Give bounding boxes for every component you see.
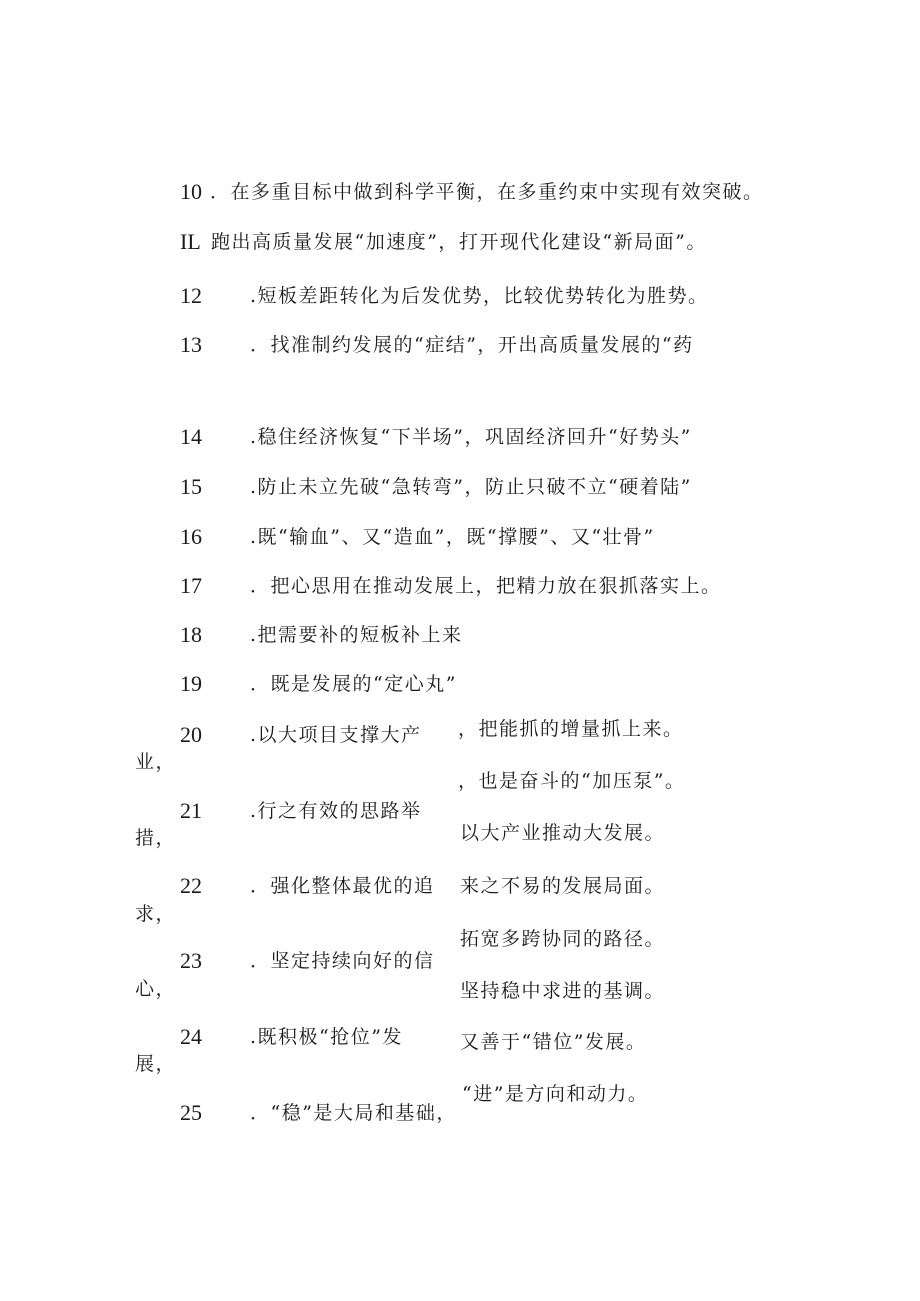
wrapped-fragment: 展， bbox=[135, 1053, 177, 1075]
item-number: IL bbox=[180, 229, 201, 254]
item-number: 10 bbox=[180, 179, 202, 204]
right-column-text: “进”是方向和动力。 bbox=[462, 1083, 649, 1105]
item-number: 22 bbox=[180, 873, 202, 898]
item-text: ．“稳”是大局和基础， bbox=[250, 1102, 457, 1124]
item-text: .稳住经济恢复“下半场”，巩固经济回升“好势头” bbox=[250, 426, 692, 448]
wrapped-fragment: 措， bbox=[135, 827, 177, 849]
item-text: .把需要补的短板补上来 bbox=[250, 624, 463, 646]
right-column-text: 坚持稳中求进的基调。 bbox=[460, 980, 666, 1002]
item-text: ．坚定持续向好的信 bbox=[250, 950, 435, 972]
item-text: .以大项目支撑大产 bbox=[250, 724, 422, 746]
item-number: 12 bbox=[180, 283, 202, 308]
item-number: 20 bbox=[180, 722, 202, 747]
item-text: .既积极“抢位”发 bbox=[250, 1026, 403, 1048]
right-column-text: ，把能抓的增量抓上来。 bbox=[458, 718, 684, 740]
item-number: 18 bbox=[180, 622, 202, 647]
item-text: ．在多重目标中做到科学平衡，在多重约束中实现有效突破。 bbox=[210, 181, 764, 203]
item-text: .短板差距转化为后发优势，比较优势转化为胜势。 bbox=[250, 285, 709, 307]
item-text: ．既是发展的“定心丸” bbox=[250, 673, 457, 695]
item-text: 跑出高质量发展“加速度”，打开现代化建设“新局面”。 bbox=[211, 231, 707, 253]
item-number: 14 bbox=[180, 424, 202, 449]
item-text: .行之有效的思路举 bbox=[250, 800, 422, 822]
item-text: .既“输血”、又“造血”，既“撑腰”、又“壮骨” bbox=[250, 526, 655, 548]
item-number: 13 bbox=[180, 332, 202, 357]
item-number: 16 bbox=[180, 524, 202, 549]
item-number: 19 bbox=[180, 671, 202, 696]
item-number: 17 bbox=[180, 573, 202, 598]
item-number: 21 bbox=[180, 798, 202, 823]
item-text: ．把心思用在推动发展上，把精力放在狠抓落实上。 bbox=[250, 575, 722, 597]
right-column-text: 来之不易的发展局面。 bbox=[460, 875, 666, 897]
right-column-text: 拓宽多跨协同的路径。 bbox=[460, 928, 666, 950]
wrapped-fragment: 心， bbox=[135, 978, 177, 1000]
item-number: 15 bbox=[180, 474, 202, 499]
item-text: .防止未立先破“急转弯”，防止只破不立“硬着陆” bbox=[250, 476, 692, 498]
wrapped-fragment: 业， bbox=[135, 751, 177, 773]
right-column-text: 又善于“错位”发展。 bbox=[460, 1031, 647, 1053]
item-number: 23 bbox=[180, 948, 202, 973]
item-text: ．强化整体最优的追 bbox=[250, 875, 435, 897]
right-column-text: ，也是奋斗的“加压泵”。 bbox=[458, 770, 686, 792]
item-text: ．找准制约发展的“症结”，开出高质量发展的“药 bbox=[250, 334, 694, 356]
item-number: 24 bbox=[180, 1024, 202, 1049]
right-column-text: 以大产业推动大发展。 bbox=[460, 822, 666, 844]
wrapped-fragment: 求， bbox=[135, 903, 177, 925]
item-number: 25 bbox=[180, 1100, 202, 1125]
